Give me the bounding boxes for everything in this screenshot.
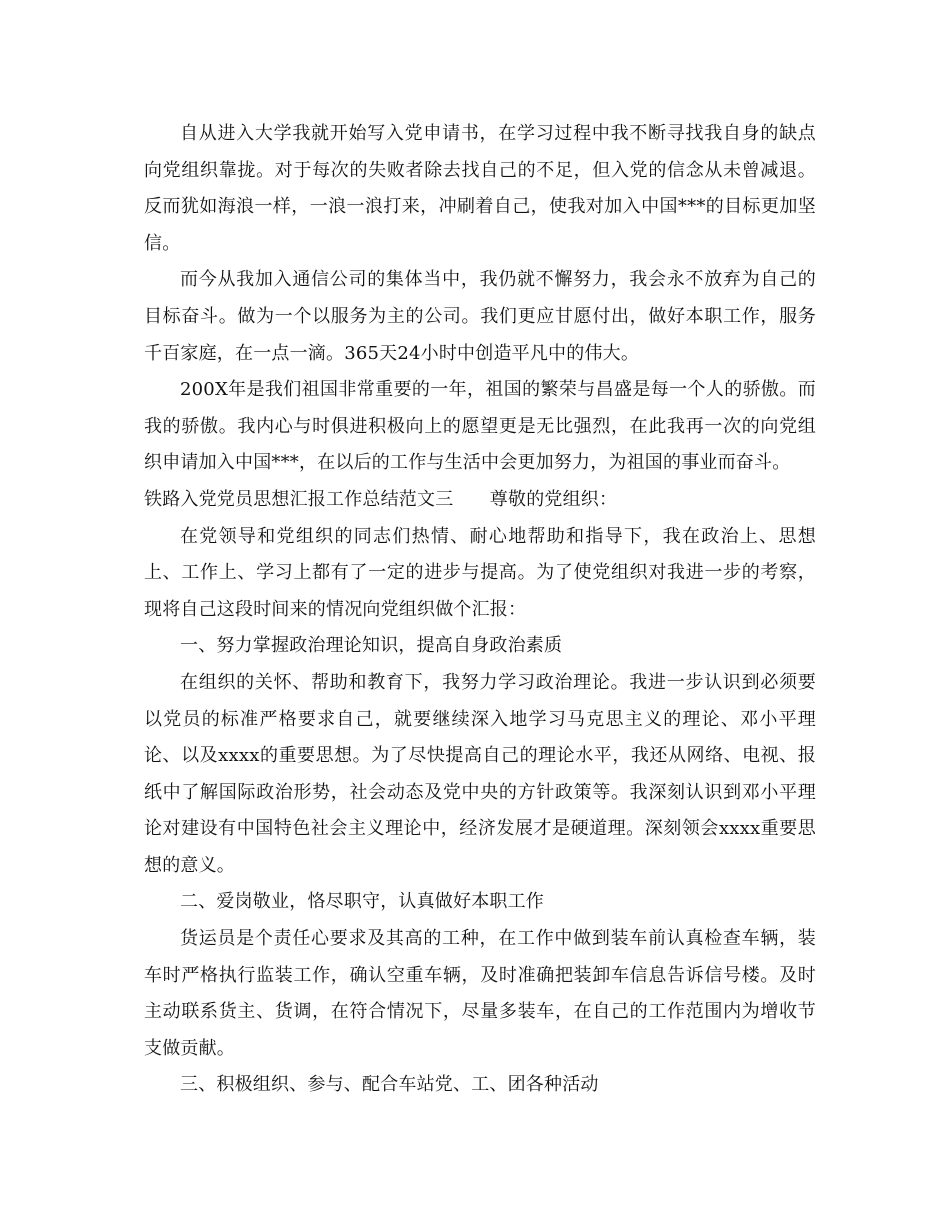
paragraph: 在党领导和党组织的同志们热情、耐心地帮助和指导下，我在政治上、思想上、工作上、学习上都有了一定的进步与提高。为了使党组织对我进一步的考察，现将自己这段时间来的情况向党组织做个汇报： [144,525,816,620]
paragraph: 在组织的关怀、帮助和教育下，我努力学习政治理论。我进一步认识到必须要以党员的标准严格要求自己，就要继续深入地学习马克思主义的理论、邓小平理论、以及xxxx的重要思想。为了尽快提高自己的理论水平，我还从网络、电视、报纸中了解国际政治形势，社会动态及党中央的方针政策等。我深刻认识到邓小平理论对建设有中国特色社会主义理论中，经济发展才是硬道理。深刻领会xxxx重要思想的意义。 [144,671,816,876]
paragraph: 而今从我加入通信公司的集体当中，我仍就不懈努力，我会永不放弃为自己的目标奋斗。做为一个以服务为主的公司。我们更应甘愿付出，做好本职工作，服务千百家庭，在一点一滴。365天24小时中创造平凡中的伟大。 [144,269,816,364]
paragraph: 200X年是我们祖国非常重要的一年，祖国的繁荣与昌盛是每一个人的骄傲。而我的骄傲。我内心与时俱进积极向上的愿望更是无比强烈，在此我再一次的向党组织申请加入中国***，在以后的工作与生活中会更加努力，为祖国的事业而奋斗。 [144,379,816,474]
section-heading: 三、积极组织、参与、配合车站党、工、团各种活动 [180,1074,599,1096]
section-heading: 二、爱岗敬业，恪尽职守，认真做好本职工作 [180,891,544,913]
document-body [144,116,816,1104]
section-heading: 一、努力掌握政治理论知识，提高自身政治素质 [180,635,563,657]
section-title: 铁路入党党员思想汇报工作总结范文三 尊敬的党组织： [144,488,618,510]
paragraph: 货运员是个责任心要求及其高的工种，在工作中做到装车前认真检查车辆，装车时严格执行监装工作，确认空重车辆，及时准确把装卸车信息告诉信号楼。及时主动联系货主、货调，在符合情况下，尽量多装车，在自己的工作范围内为增收节支做贡献。 [144,928,816,1059]
paragraph: 自从进入大学我就开始写入党申请书，在学习过程中我不断寻找我自身的缺点向党组织靠拢。对于每次的失败者除去找自己的不足，但入党的信念从未曾减退。反而犹如海浪一样，一浪一浪打来，冲刷着自己，使我对加入中国***的目标更加坚信。 [144,123,816,254]
